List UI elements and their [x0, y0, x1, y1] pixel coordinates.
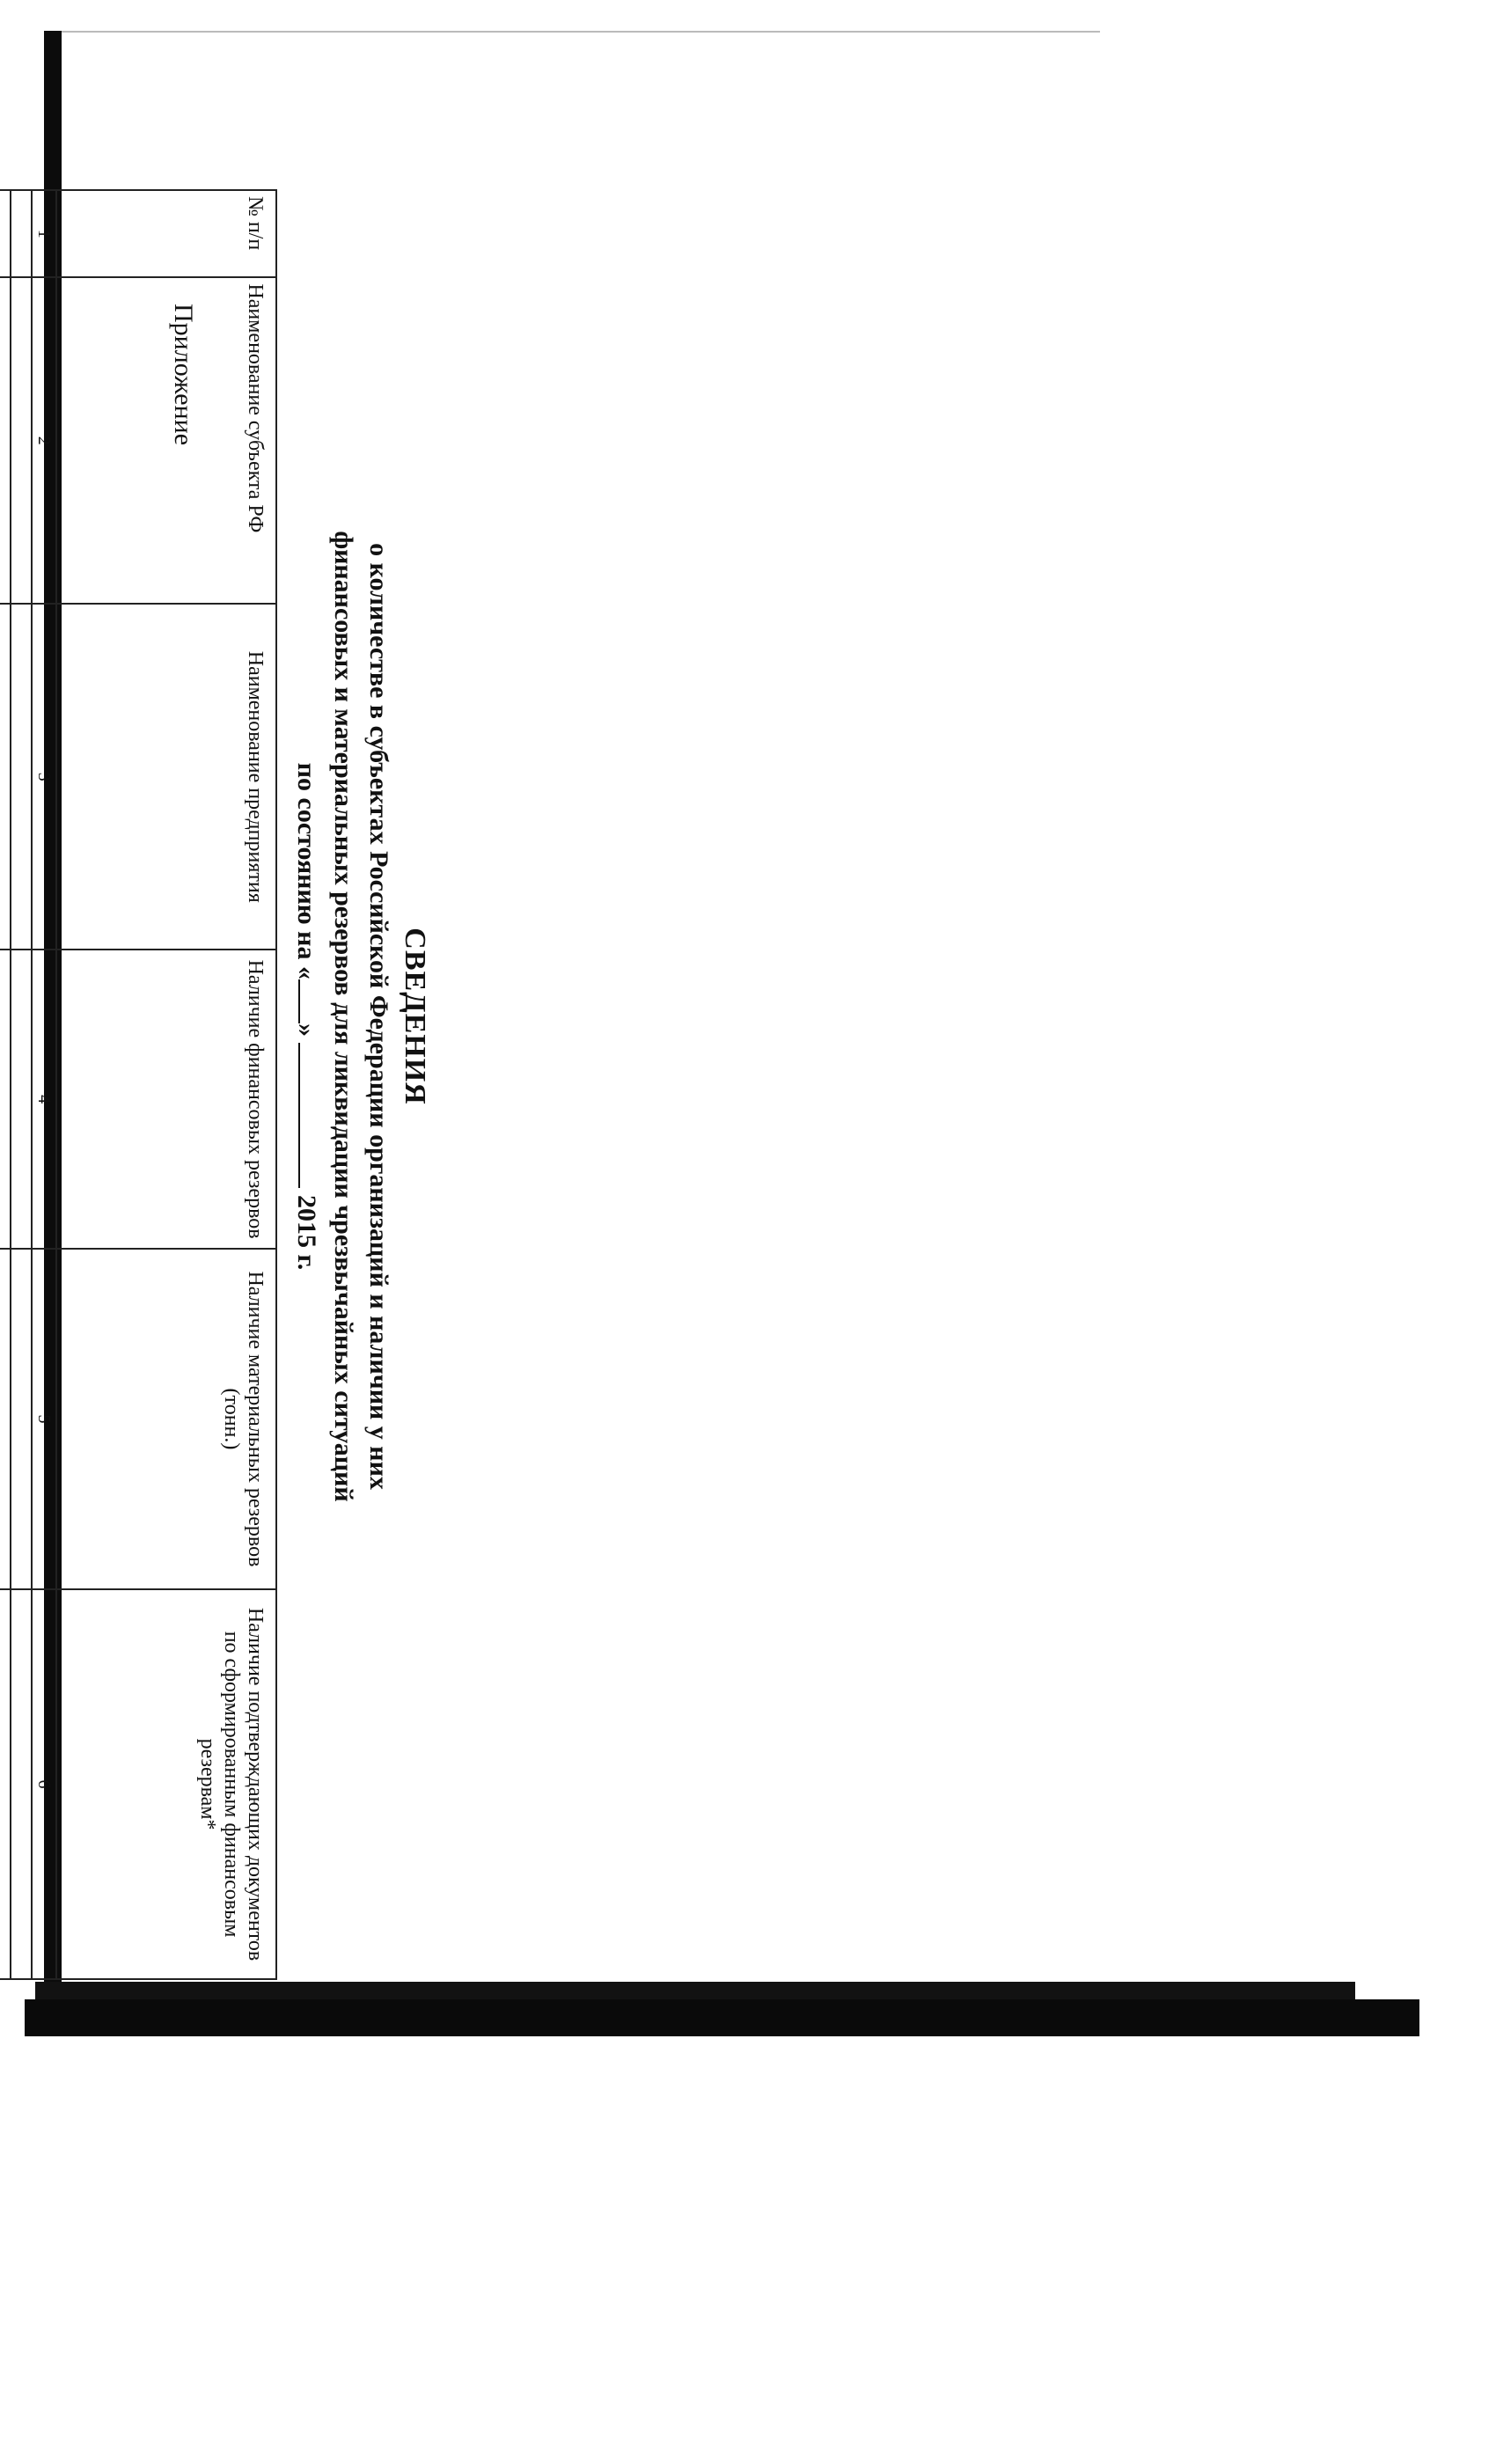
scan-edge — [35, 1982, 1355, 2001]
document-date-line — [291, 53, 323, 1980]
column-number: 3 — [32, 604, 56, 950]
appendix-label: Приложение — [169, 304, 198, 446]
document-subtitle-line: финансовых и материальных резервов для ликвидации чрезвычайных ситуаций — [329, 531, 358, 1502]
document-subtitle-line: о количестве в субъектах Российской Федерации организаций и наличии у них — [364, 543, 393, 1490]
document-title: СВЕДЕНИЯ — [399, 928, 431, 1105]
footnote-intro-line — [0, 207, 2, 1465]
header-cell: Наименование субъекта РФ — [56, 277, 276, 604]
footnote — [0, 207, 2, 1465]
header-cell: Наличие финансовых резервов — [56, 950, 276, 1248]
day-blank — [298, 979, 323, 1023]
table-cell — [11, 950, 32, 1248]
table-cell — [11, 277, 32, 604]
header-cell: Наименование предприятия — [56, 604, 276, 950]
reserves-table — [0, 189, 277, 1980]
scan-edge — [25, 1999, 1419, 2036]
scan-edge — [62, 31, 1100, 33]
column-number: 6 — [32, 1589, 56, 1979]
table-header-row — [56, 190, 276, 1979]
date-suffix: 2015 г. — [292, 1194, 321, 1271]
header-cell: № п/п — [56, 190, 276, 277]
header-cell: Наличие материальных резервов (тонн.) — [56, 1249, 276, 1589]
column-number: 1 — [32, 190, 56, 277]
table-cell — [0, 1589, 11, 1979]
table-cell — [11, 1249, 32, 1589]
date-mid: » — [292, 1023, 321, 1037]
month-blank — [298, 1043, 323, 1188]
table-numbering-row — [32, 190, 56, 1979]
column-number: 2 — [32, 277, 56, 604]
table-cell — [11, 1589, 32, 1979]
column-number: 5 — [32, 1249, 56, 1589]
header-cell: Наличие подтверждающих документов по сформированным финансовым резервам* — [56, 1589, 276, 1979]
table-cell — [11, 604, 32, 950]
table-cell — [11, 190, 32, 277]
table-row — [11, 190, 32, 1979]
date-prefix: по состоянию на « — [292, 762, 321, 979]
document-page — [0, 53, 1100, 1980]
column-number: 4 — [32, 950, 56, 1248]
